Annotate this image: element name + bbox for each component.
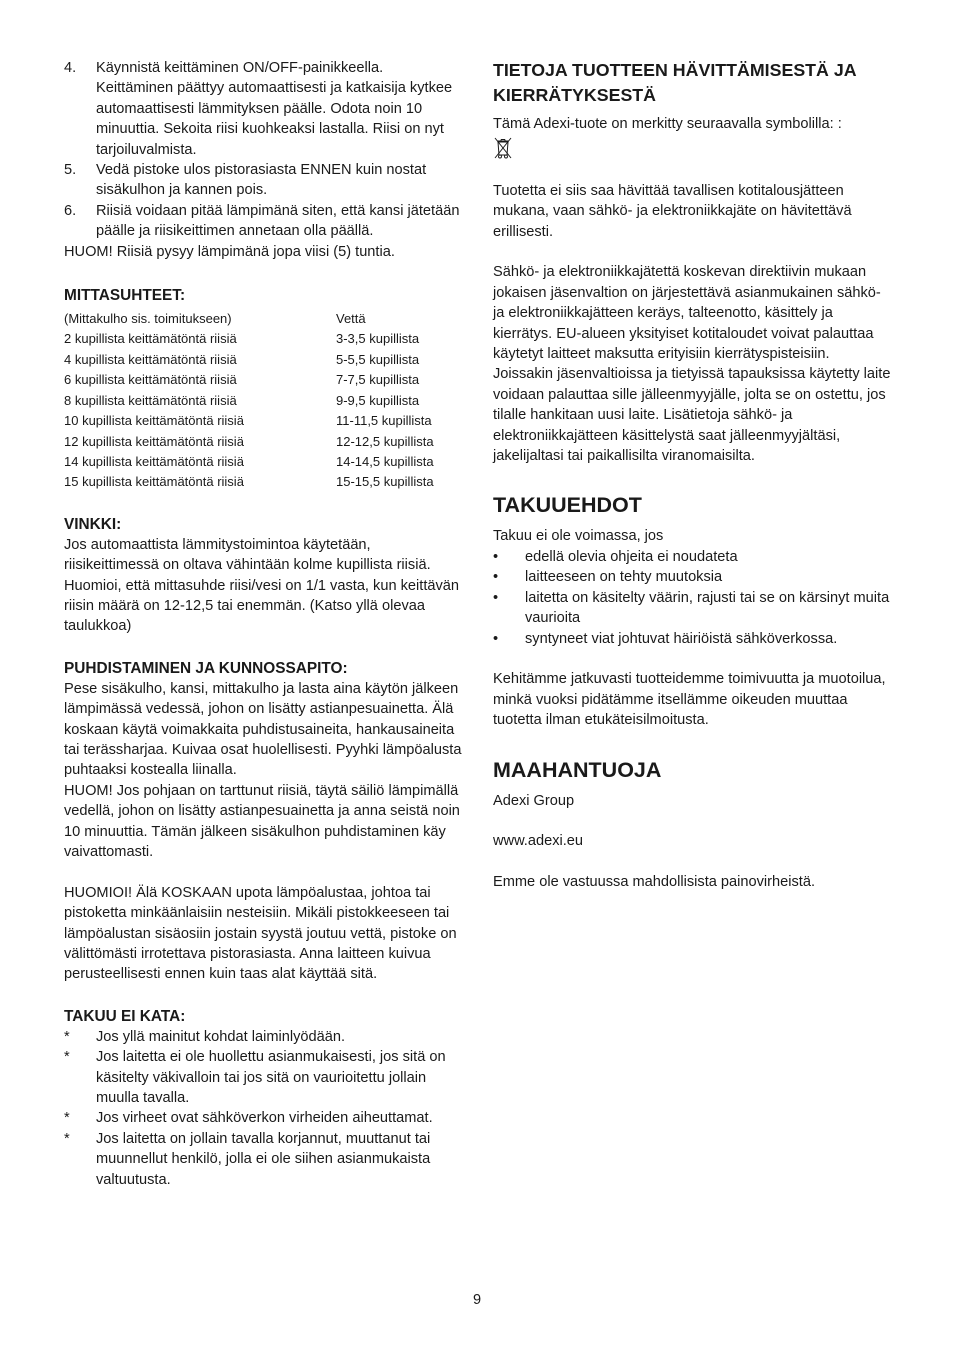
table-row <box>64 472 434 492</box>
rice-amount: 10 kupillista keittämätöntä riisiä <box>64 413 244 429</box>
list-item <box>493 567 893 587</box>
table-row <box>64 411 434 431</box>
disposal-heading: TIETOJA TUOTTEEN HÄVITTÄMISESTÄ JA KIERRÄTYKSESTÄ <box>493 60 856 105</box>
cleaning-warning: HUOMIOI! Älä KOSKAAN upota lämpöalustaa, johtoa tai pistoketta minkäänlaisiin nesteisiin. Mikäli pistokkeeseen tai lämpöalustan sisäosiin jostain syystä joutuu vettä, pistoke on välittömästi irrotettava pistorasiasta. Anna laitteen kuivua perusteellisesti ennen kuin taas alat käyttää sitä. <box>64 884 457 983</box>
rice-amount: 2 kupillista keittämätöntä riisiä <box>64 331 237 347</box>
table-row <box>64 350 434 370</box>
importer-company: Adexi Group <box>493 792 575 809</box>
warranty-intro: Takuu ei ole voimassa, jos <box>493 528 664 545</box>
list-item-text: edellä olevia ohjeita ei noudateta <box>525 548 738 565</box>
list-item <box>64 1108 464 1128</box>
warranty-outro: Kehitämme jatkuvasti tuotteidemme toimivuutta ja muotoilua, minkä vuoksi pidätämme itsellämme oikeuden muuttaa tuotetta ilman etukäteisilmoitusta. <box>493 671 886 729</box>
ratios-heading: MITTASUHTEET: <box>64 287 186 305</box>
water-amount: 11-11,5 kupillista <box>336 413 432 429</box>
bullet-marker: • <box>493 589 499 606</box>
cleaning-note: HUOM! Jos pohjaan on tarttunut riisiä, täytä säiliö lämpimällä vedellä, johon on lisätty astianpesuainetta ja anna seistä noin 10 minuuttia. Tämän jälkeen sisäkulhon puhdistaminen käy vaivattomasti. <box>64 782 460 860</box>
bullet-marker: • <box>493 630 499 647</box>
asterisk-marker: * <box>64 1130 70 1147</box>
ratios-table <box>64 309 434 493</box>
list-item-text: Jos laitetta on jollain tavalla korjannut, muuttanut tai muunnellut henkilö, jolla ei ole siihen asianmukaista valtuutusta. <box>96 1130 431 1188</box>
step-text: Vedä pistoke ulos pistorasiasta ENNEN kuin nostat sisäkulhon ja kannen pois. <box>96 162 427 199</box>
list-item <box>493 547 893 567</box>
asterisk-marker: * <box>64 1110 70 1127</box>
water-amount: 7-7,5 kupillista <box>336 372 420 388</box>
list-item-text: laitetta on käsitelty väärin, rajusti tai se on kärsinyt muita vaurioita <box>525 589 890 627</box>
step-item <box>64 160 464 201</box>
rice-amount: 12 kupillista keittämätöntä riisiä <box>64 433 244 449</box>
rice-amount: 14 kupillista keittämätöntä riisiä <box>64 453 244 469</box>
steps-note: HUOM! Riisiä pysyy lämpimänä jopa viisi (5) tuntia. <box>64 243 395 260</box>
cleaning-paragraph: Pese sisäkulho, kansi, mittakulho ja lasta aina käytön jälkeen lämpimässä vedessä, johon on lisätty astianpesuainetta. Älä koskaan käytä voimakkaita puhdistusaineita, hankausaineita tai terässharjaa. Kuivaa osat huolellisesti. Pyyhki lämpöalusta puhtaaksi kostealla liinalla. <box>64 680 462 779</box>
importer-heading: MAAHANTUOJA <box>493 757 662 782</box>
list-item <box>64 1047 464 1108</box>
disposal-intro: Tämä Adexi-tuote on merkitty seuraavalla symbolilla: : <box>493 116 842 132</box>
right-column <box>493 58 893 893</box>
table-row <box>64 452 434 472</box>
warranty-conditions <box>493 547 893 649</box>
table-row <box>64 329 434 349</box>
water-amount: 3-3,5 kupillista <box>336 331 420 347</box>
table-header-row <box>64 309 434 329</box>
bullet-marker: • <box>493 569 499 586</box>
cleaning-heading: PUHDISTAMINEN JA KUNNOSSAPITO: <box>64 659 348 677</box>
page-number: 9 <box>472 1292 482 1308</box>
bullet-marker: • <box>493 548 499 565</box>
step-item <box>64 201 464 242</box>
list-item <box>64 1129 464 1190</box>
step-text: Käynnistä keittäminen ON/OFF-painikkeella. Keittäminen päättyy automaattisesti ja katkaisija kytkee automaattisesti lämmityksen päälle. Odota noin 10 minuuttia. Sekoita riisi kuohkeaksi lastalla. Riisi on nyt tarjoiluvalmista. <box>96 60 453 158</box>
asterisk-marker: * <box>64 1049 70 1066</box>
table-row <box>64 391 434 411</box>
asterisk-marker: * <box>64 1028 70 1045</box>
ratios-header-water: Vettä <box>336 311 366 327</box>
list-item-text: laitteeseen on tehty muutoksia <box>525 569 723 586</box>
tip-text: Jos automaattista lämmitystoimintoa käytetään, riisikeittimessä on oltava vähintään kolme kupillista riisiä. Huomioi, että mittasuhde riisi/vesi on 1/1 vasta, kun keittävän riisin määrä on 12-12,5 tai enemmän. (Katso yllä olevaa taulukkoa) <box>64 536 460 635</box>
importer-disclaimer: Emme ole vastuussa mahdollisista painovirheistä. <box>493 874 816 891</box>
importer-website: www.adexi.eu <box>493 833 584 850</box>
rice-amount: 15 kupillista keittämätöntä riisiä <box>64 474 244 490</box>
tip-heading: VINKKI: <box>64 515 122 533</box>
step-number: 4. <box>64 60 77 76</box>
step-number: 5. <box>64 162 77 179</box>
disposal-paragraph-2: Sähkö- ja elektroniikkajätettä koskevan direktiivin mukaan jokaisen jäsenvaltion on järjestettävä asianmukainen sähkö- ja elektroniikkajätteen keräys, talteenotto, käsittely ja kierrätys. EU-alueen yksityiset kotitaloudet voivat palauttaa käytetyt laitteet maksutta erityisiin kierrätyspisteisiin. Joissakin jäsenvaltioissa ja tietyissä tapauksissa käytetty laite voidaan palauttaa sille jälleenmyyjälle, jolta se on ostettu, jos tilalle hankitaan uusi laite. Lisätietoja sähkö- ja elektroniikkajätteen käsittelystä saat jälleenmyyjältäsi, jakelijaltasi tai paikallisilta viranomaisilta. <box>493 264 891 465</box>
water-amount: 12-12,5 kupillista <box>336 433 434 449</box>
list-item <box>493 588 893 629</box>
crossed-out-wheelie-bin-icon <box>493 136 513 160</box>
not-covered-list <box>64 1027 464 1190</box>
water-amount: 9-9,5 kupillista <box>336 392 420 408</box>
table-row <box>64 370 434 390</box>
rice-amount: 4 kupillista keittämätöntä riisiä <box>64 351 237 367</box>
rice-amount: 8 kupillista keittämätöntä riisiä <box>64 392 237 408</box>
table-row <box>64 432 434 452</box>
list-item-text: Jos laitetta ei ole huollettu asianmukaisesti, jos sitä on käsitelty väkivalloin tai jos sitä on vaurioitettu jollain muulla tavalla. <box>96 1049 446 1107</box>
disposal-paragraph-1: Tuotetta ei siis saa hävittää tavallisen kotitalousjätteen mukana, vaan sähkö- ja elektroniikkajäte on hävitettävä erillisesti. <box>493 182 852 240</box>
list-item-text: Jos yllä mainitut kohdat laiminlyödään. <box>96 1028 346 1045</box>
list-item-text: Jos virheet ovat sähköverkon virheiden aiheuttamat. <box>96 1110 433 1127</box>
water-amount: 15-15,5 kupillista <box>336 474 434 490</box>
list-item <box>64 1027 464 1047</box>
water-amount: 14-14,5 kupillista <box>336 453 434 469</box>
water-amount: 5-5,5 kupillista <box>336 351 420 367</box>
step-text: Riisiä voidaan pitää lämpimänä siten, että kansi jätetään päälle ja riisikeittimen annetaan olla päällä. <box>96 202 460 240</box>
ratios-header-rice: (Mittakulho sis. toimitukseen) <box>64 311 232 327</box>
left-column <box>64 58 464 1190</box>
instruction-steps <box>64 58 464 242</box>
rice-amount: 6 kupillista keittämätöntä riisiä <box>64 372 237 388</box>
warranty-heading: TAKUUEHDOT <box>493 493 642 518</box>
step-item <box>64 58 464 160</box>
list-item <box>493 629 893 649</box>
step-number: 6. <box>64 202 77 219</box>
list-item-text: syntyneet viat johtuvat häiriöistä sähköverkossa. <box>525 630 838 647</box>
not-covered-heading: TAKUU EI KATA: <box>64 1007 186 1025</box>
